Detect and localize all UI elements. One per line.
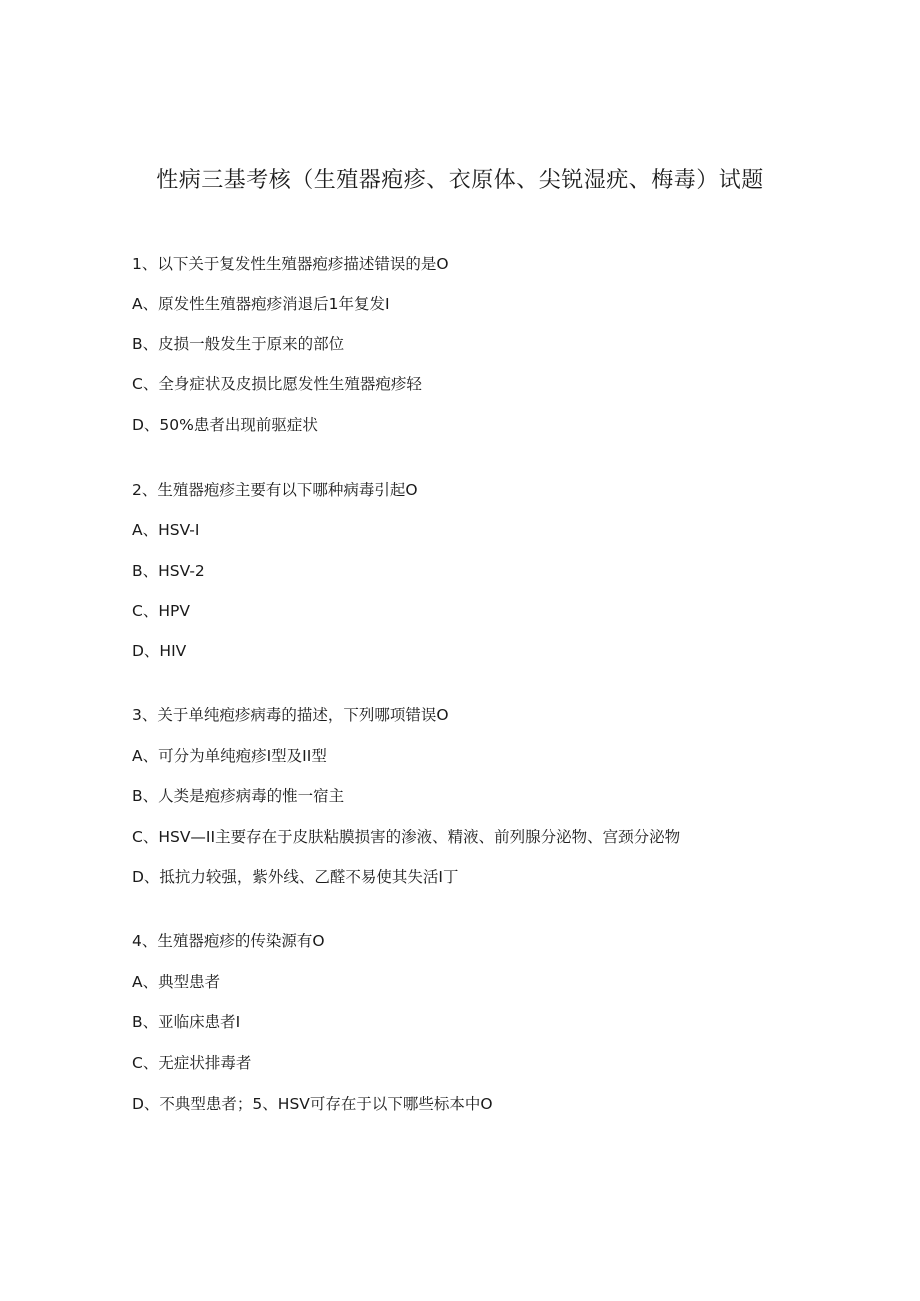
question-2-option-c: C、HPV bbox=[132, 602, 190, 620]
question-1-option-c: C、全身症状及皮损比愿发性生殖器疱疹轻 bbox=[132, 375, 422, 393]
question-1-option-d: D、50%患者出现前驱症状 bbox=[132, 416, 318, 434]
question-2-option-b: B、HSV-2 bbox=[132, 562, 205, 580]
question-4-option-b: B、亚临床患者I bbox=[132, 1013, 241, 1031]
question-1-option-a: A、原发性生殖器疱疹消退后1年复发I bbox=[132, 295, 390, 313]
question-3-option-a: A、可分为单纯疱疹I型及II型 bbox=[132, 747, 327, 765]
question-3-stem: 3、关于单纯疱疹病毒的描述，下列哪项错误O bbox=[132, 706, 449, 724]
question-4-option-d: D、不典型患者；5、HSV可存在于以下哪些标本中O bbox=[132, 1095, 493, 1113]
question-1-option-b: B、皮损一般发生于原来的部位 bbox=[132, 335, 345, 353]
document-title: 性病三基考核（生殖器疱疹、衣原体、尖锐湿疣、梅毒）试题 bbox=[156, 168, 764, 193]
question-3-option-c: C、HSV—II主要存在于皮肤粘膜损害的渗液、精液、前列腺分泌物、宫颈分泌物 bbox=[132, 828, 681, 846]
question-3-option-b: B、人类是疱疹病毒的惟一宿主 bbox=[132, 787, 345, 805]
question-3-option-d: D、抵抗力较强，紫外线、乙醛不易使其失活I丁 bbox=[132, 868, 459, 886]
question-2-stem: 2、生殖器疱疹主要有以下哪种病毒引起O bbox=[132, 481, 418, 499]
question-1-stem: 1、以下关于复发性生殖器疱疹描述错误的是O bbox=[132, 255, 449, 273]
question-2-option-a: A、HSV-I bbox=[132, 521, 200, 539]
question-4-option-a: A、典型患者 bbox=[132, 973, 221, 991]
question-4-option-c: C、无症状排毒者 bbox=[132, 1054, 252, 1072]
question-4-stem: 4、生殖器疱疹的传染源有O bbox=[132, 932, 325, 950]
question-2-option-d: D、HIV bbox=[132, 642, 187, 660]
